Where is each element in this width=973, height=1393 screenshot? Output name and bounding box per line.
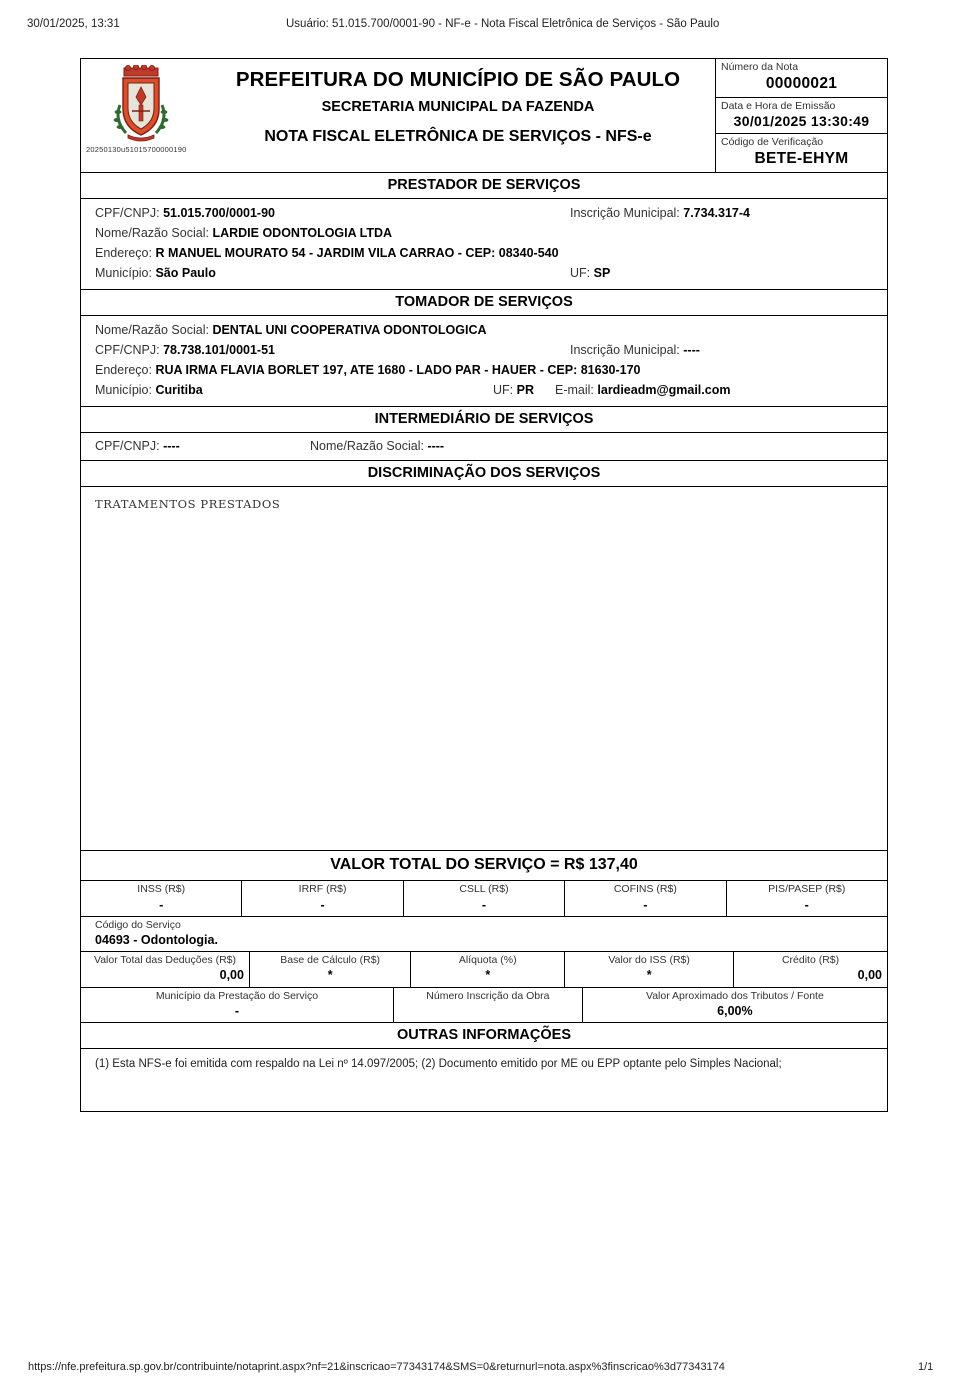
intermediario-row	[95, 437, 877, 456]
table-row-calculo	[81, 952, 887, 987]
prestador-nome-value: LARDIE ODONTOLOGIA LTDA	[212, 225, 393, 240]
print-page-number: 1/1	[918, 1361, 934, 1373]
base-calculo-value: *	[327, 968, 333, 983]
prestacao-table	[81, 988, 887, 1023]
tomador-row-endereco	[95, 360, 877, 380]
csll-value: -	[481, 897, 487, 912]
intermediario-nome-value: ----	[427, 438, 445, 453]
document-titles	[201, 59, 715, 172]
emissao-label: Data e Hora de Emissão	[721, 99, 836, 112]
codigo-servico-block	[81, 917, 887, 952]
tomador-uf-label: UF:	[493, 383, 514, 398]
tributos-aproximados-header: Valor Aproximado dos Tributos / Fonte	[645, 989, 824, 1002]
inss-value: -	[159, 897, 164, 912]
tomador-cnpj-label: CPF/CNPJ:	[95, 342, 160, 357]
print-date: 30/01/2025, 13:31	[27, 18, 120, 30]
aliquota-value: *	[485, 968, 491, 983]
section-discriminacao-title: DISCRIMINAÇÃO DOS SERVIÇOS	[81, 461, 887, 487]
credito-value: 0,00	[857, 968, 882, 983]
csll-header: CSLL (R$)	[459, 883, 509, 896]
pis-pasep-header: PIS/PASEP (R$)	[768, 883, 846, 896]
pis-pasep-value: -	[804, 897, 809, 912]
tomador-inscricao-label: Inscrição Municipal:	[570, 342, 680, 357]
prestador-block	[81, 199, 887, 290]
print-document-title: Usuário: 51.015.700/0001-90 - NF-e - Nota Fiscal Eletrônica de Serviços - São Paulo	[286, 18, 720, 30]
intermediario-nome-label: Nome/Razão Social:	[310, 438, 424, 453]
tomador-inscricao-value: ----	[683, 342, 700, 357]
tomador-municipio-value: Curitiba	[155, 383, 203, 398]
tomador-nome-value: DENTAL UNI COOPERATIVA ODONTOLOGICA	[212, 322, 487, 337]
prestador-endereco-label: Endereço:	[95, 246, 152, 261]
section-tomador-title: TOMADOR DE SERVIÇOS	[81, 290, 887, 316]
title-nfse: NOTA FISCAL ELETRÔNICA DE SERVIÇOS - NFS-e	[264, 127, 652, 145]
title-secretaria: SECRETARIA MUNICIPAL DA FAZENDA	[321, 98, 595, 115]
section-outras-title: OUTRAS INFORMAÇÕES	[81, 1023, 887, 1049]
tomador-row-nome	[95, 320, 877, 340]
emissao-cell	[716, 98, 887, 135]
prestador-inscricao-label: Inscrição Municipal:	[570, 205, 680, 220]
deducoes-header: Valor Total das Deduções (R$)	[93, 954, 236, 967]
inss-header: INSS (R$)	[137, 883, 186, 896]
tomador-row-cnpj	[95, 340, 877, 360]
tomador-uf-value: PR	[516, 383, 534, 398]
aliquota-header: Alíquota (%)	[458, 954, 517, 967]
codigo-servico-value: 04693 - Odontologia.	[95, 932, 218, 947]
tomador-email-value: lardieadm@gmail.com	[597, 383, 731, 398]
prestador-row-nome	[95, 223, 877, 243]
tributos-federais-table	[81, 881, 887, 916]
tributos-aproximados-value: 6,00%	[717, 1003, 753, 1018]
nota-meta-block	[715, 59, 887, 172]
base-calculo-header: Base de Cálculo (R$)	[280, 954, 381, 967]
prestador-endereco-value: R MANUEL MOURATO 54 - JARDIM VILA CARRAO - CEP: 08340-540	[155, 246, 559, 261]
prestador-municipio-label: Município:	[95, 266, 152, 281]
verificacao-value: BETE-EHYM	[754, 150, 849, 168]
emissao-value: 30/01/2025 13:30:49	[733, 112, 870, 129]
document-code: 20250130u51015700000190	[86, 145, 187, 154]
prestador-municipio-value: São Paulo	[155, 266, 216, 281]
irrf-value: -	[320, 897, 325, 912]
outras-informacoes-body: (1) Esta NFS-e foi emitida com respaldo na Lei nº 14.097/2005; (2) Documento emitido por ME ou EPP optante pelo Simples Nacional;	[95, 1057, 782, 1070]
title-prefeitura: PREFEITURA DO MUNICÍPIO DE SÃO PAULO	[235, 68, 681, 91]
numero-nota-cell	[716, 59, 887, 98]
inscricao-obra-header: Número Inscrição da Obra	[426, 989, 550, 1002]
deducoes-value: 0,00	[219, 968, 244, 983]
numero-nota-label: Número da Nota	[721, 61, 799, 73]
prestador-uf-value: SP	[593, 266, 611, 281]
verificacao-cell	[716, 134, 887, 172]
tomador-nome-label: Nome/Razão Social:	[95, 322, 209, 337]
intermediario-block	[81, 433, 887, 462]
codigo-servico-label: Código do Serviço	[95, 918, 181, 931]
document-header	[81, 59, 887, 173]
prestador-uf-label: UF:	[570, 266, 591, 281]
tomador-municipio-label: Município:	[95, 383, 152, 398]
brasao-block	[81, 59, 201, 172]
calculo-table	[81, 952, 887, 987]
discriminacao-body: TRATAMENTOS PRESTADOS	[81, 487, 887, 851]
valor-total-servico: VALOR TOTAL DO SERVIÇO = R$ 137,40	[81, 851, 887, 881]
prestador-row-municipio	[95, 263, 877, 283]
tomador-endereco-value: RUA IRMA FLAVIA BORLET 197, ATE 1680 - LADO PAR - HAUER - CEP: 81630-170	[155, 363, 641, 378]
tomador-cnpj-value: 78.738.101/0001-51	[163, 342, 275, 357]
verificacao-label: Código de Verificação	[721, 136, 824, 149]
tomador-block	[81, 316, 887, 407]
prestador-row-cnpj	[95, 203, 877, 223]
valor-iss-value: *	[646, 968, 652, 983]
section-prestador-title: PRESTADOR DE SERVIÇOS	[81, 173, 887, 199]
prestador-nome-label: Nome/Razão Social:	[95, 225, 209, 240]
coat-of-arms-icon	[110, 65, 172, 143]
table-row-prestacao	[81, 988, 887, 1023]
cofins-header: COFINS (R$)	[613, 883, 677, 896]
irrf-header: IRRF (R$)	[298, 883, 347, 896]
valor-iss-header: Valor do ISS (R$)	[608, 954, 690, 967]
inscricao-obra-value	[399, 1003, 577, 1019]
tomador-endereco-label: Endereço:	[95, 363, 152, 378]
tomador-email-label: E-mail:	[555, 383, 594, 398]
municipio-prestacao-value: -	[234, 1003, 240, 1018]
numero-nota-value: 00000021	[765, 75, 838, 93]
prestador-cnpj-value: 51.015.700/0001-90	[163, 205, 275, 220]
cofins-value: -	[643, 897, 648, 912]
prestador-inscricao-value: 7.734.317-4	[683, 205, 750, 220]
table-row-header	[81, 881, 887, 916]
print-url: https://nfe.prefeitura.sp.gov.br/contribuinte/notaprint.aspx?nf=21&inscricao=77343174&SMS=0&returnurl=nota.aspx%3finscricao%3d77343174	[28, 1361, 725, 1373]
nfse-document	[80, 58, 888, 1112]
intermediario-cnpj-label: CPF/CNPJ:	[95, 438, 160, 453]
tomador-row-municipio	[95, 380, 877, 400]
credito-header: Crédito (R$)	[781, 954, 840, 967]
prestador-cnpj-label: CPF/CNPJ:	[95, 205, 160, 220]
prestador-row-endereco	[95, 243, 877, 263]
municipio-prestacao-header: Município da Prestação do Serviço	[155, 989, 319, 1002]
section-intermediario-title: INTERMEDIÁRIO DE SERVIÇOS	[81, 407, 887, 433]
intermediario-cnpj-value: ----	[163, 438, 180, 453]
